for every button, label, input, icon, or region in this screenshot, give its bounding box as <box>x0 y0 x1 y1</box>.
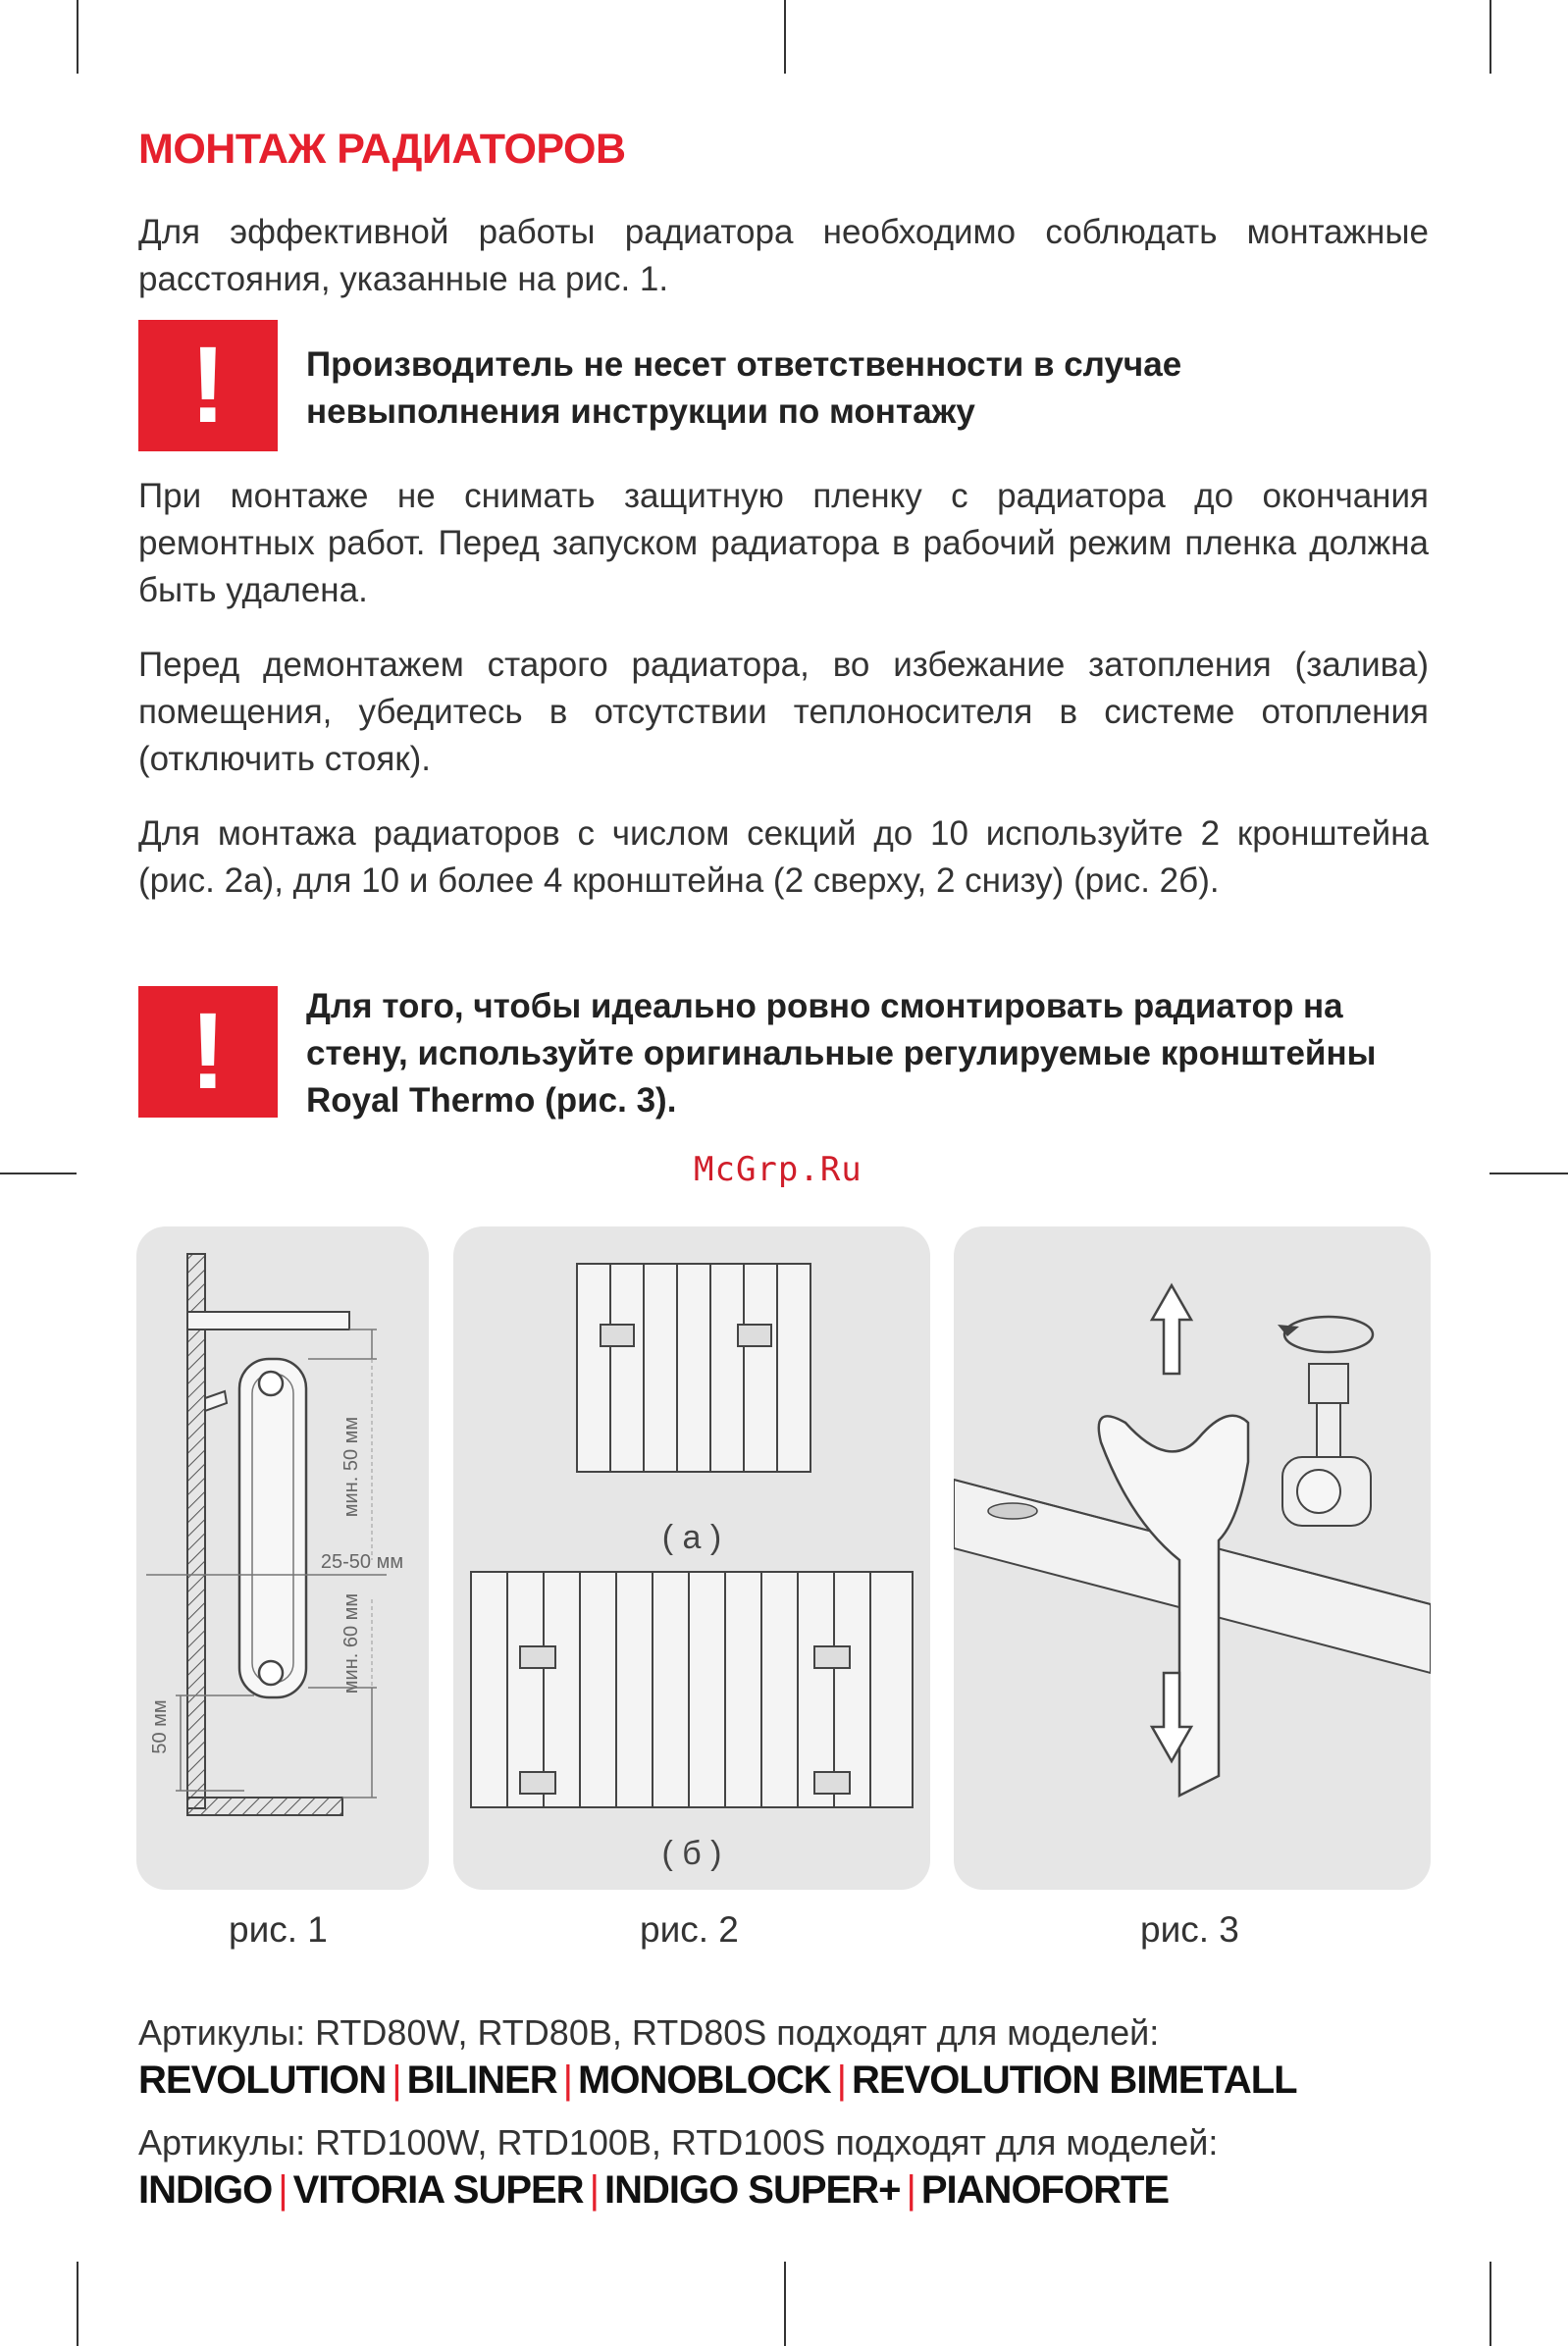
figure-2-caption: рис. 2 <box>640 1909 739 1950</box>
crop-mark <box>784 2262 786 2346</box>
watermark: McGrp.Ru <box>694 1150 862 1189</box>
figure-3-panel <box>954 1226 1431 1890</box>
radiator-large <box>471 1572 913 1807</box>
warning-icon <box>138 986 278 1118</box>
warning-icon <box>138 320 278 451</box>
figure-1-caption: рис. 1 <box>229 1909 328 1950</box>
exclamation-icon: ! <box>189 325 227 445</box>
page-title: МОНТАЖ РАДИАТОРОВ <box>138 126 626 173</box>
separator: | <box>589 2168 599 2212</box>
model-name: MONOBLOCK <box>578 2059 831 2102</box>
figure-3-drawing <box>954 1226 1431 1890</box>
model-name: PIANOFORTE <box>920 2168 1170 2212</box>
figure-2-panel <box>453 1226 930 1890</box>
dimension-label: мин. 50 мм <box>340 1416 362 1518</box>
article-line: Артикулы: RTD100W, RTD100B, RTD100S подходят для моделей: <box>138 2122 1219 2163</box>
figure-2-drawing <box>453 1226 930 1890</box>
figure-1-drawing <box>136 1226 429 1890</box>
crop-mark <box>784 0 786 74</box>
exclamation-icon: ! <box>189 991 227 1112</box>
warning-text: Для того, чтобы идеально ровно смонтировать радиатор на стену, используйте оригинальные регулируемые кронштейны Royal Thermo (рис. 3). <box>306 987 1377 1120</box>
separator: | <box>392 2059 401 2102</box>
body-paragraph: При монтаже не снимать защитную пленку с радиатора до окончания ремонтных работ. Перед запуском радиатора в рабочий режим пленка должна быть удалена. <box>138 477 1429 609</box>
separator: | <box>278 2168 287 2212</box>
figure-2a-label: ( а ) <box>661 1519 722 1556</box>
model-name: INDIGO SUPER+ <box>603 2168 901 2212</box>
model-list <box>138 2168 1169 2213</box>
model-name: REVOLUTION <box>138 2059 387 2102</box>
figure-2b-label: ( б ) <box>661 1835 722 1872</box>
model-name: REVOLUTION BIMETALL <box>852 2059 1297 2102</box>
warning-text: Производитель не несет ответственности в случае невыполнения инструкции по монтажу <box>306 345 1182 431</box>
crop-mark <box>1490 0 1491 74</box>
body-paragraph: Для монтажа радиаторов с числом секций до 10 используйте 2 кронштейна (рис. 2а), для 10 и более 4 кронштейна (2 сверху, 2 снизу) (рис. 2б). <box>138 814 1429 900</box>
crop-mark <box>77 2262 78 2346</box>
dimension-label: мин. 60 мм <box>340 1592 362 1694</box>
separator: | <box>906 2168 915 2212</box>
separator: | <box>562 2059 573 2102</box>
body-paragraph: Перед демонтажем старого радиатора, во избежание затопления (залива) помещения, убедитесь в отсутствии теплоносителя в системе отопления (отключить стояк). <box>138 646 1429 778</box>
separator: | <box>836 2059 847 2102</box>
dimension-label: 50 мм <box>149 1699 171 1754</box>
article-line: Артикулы: RTD80W, RTD80B, RTD80S подходят для моделей: <box>138 2012 1160 2053</box>
model-name: BILINER <box>406 2059 557 2102</box>
model-name: INDIGO <box>138 2168 273 2212</box>
figure-1-panel <box>136 1226 429 1890</box>
figure-3-caption: рис. 3 <box>1140 1909 1239 1950</box>
crop-mark <box>1490 1173 1568 1174</box>
crop-mark <box>1490 2262 1491 2346</box>
dimension-label: 25-50 мм <box>320 1551 404 1573</box>
model-name: VITORIA SUPER <box>292 2168 584 2212</box>
model-list <box>138 2059 1297 2103</box>
crop-mark <box>0 1173 77 1174</box>
radiator-small <box>577 1264 810 1472</box>
intro-paragraph: Для эффективной работы радиатора необходимо соблюдать монтажные расстояния, указанные на рис. 1. <box>138 213 1429 298</box>
crop-mark <box>77 0 78 74</box>
